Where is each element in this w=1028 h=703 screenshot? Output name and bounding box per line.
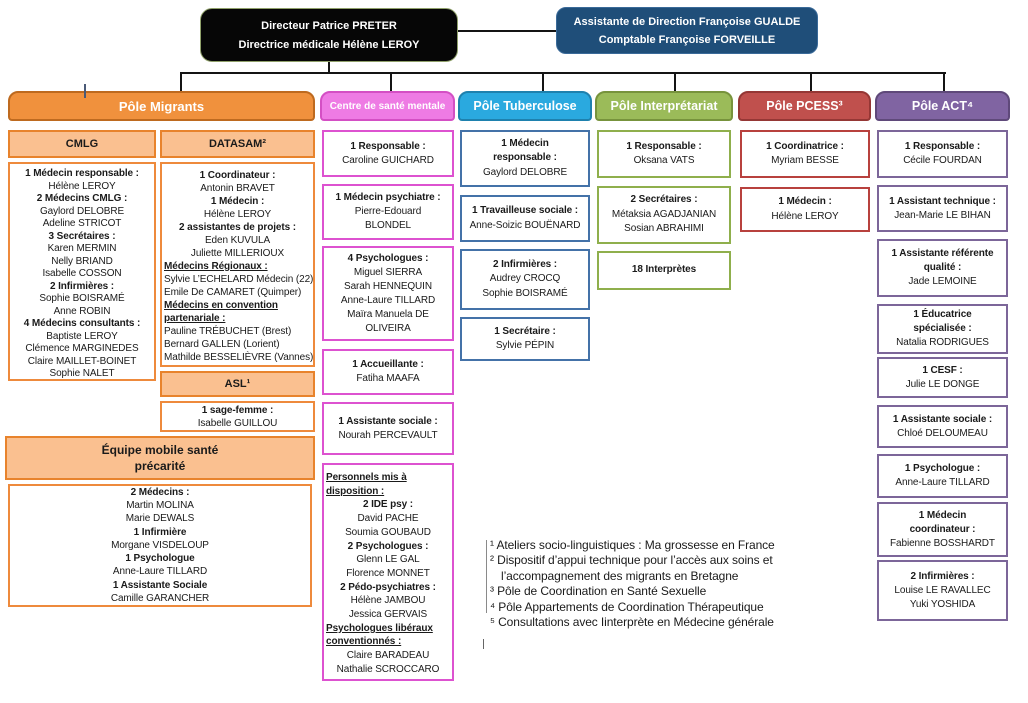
csm-box-accueillante [322, 349, 454, 395]
text-line: Hélène LEROY [48, 180, 116, 192]
text-line: 1 Assistante sociale : [338, 415, 438, 427]
text-line: Anne-Laure TILLARD [340, 294, 436, 306]
tub-box-secretaire [460, 317, 590, 361]
text-line: 1 Coordinatrice : [766, 140, 844, 152]
text-line: 2 Médecins CMLG : [36, 193, 128, 204]
text-line: Sarah HENNEQUIN [344, 280, 432, 292]
text-line: Isabelle COSSON [42, 268, 122, 279]
pcess-box-medecin [740, 187, 870, 232]
text-line: Martin MOLINA [126, 500, 194, 512]
text-line: Jade LEMOINE [908, 276, 977, 287]
direction-line-2: Directrice médicale Hélène LEROY [238, 38, 420, 51]
text-line: OLIVEIRA [365, 322, 411, 334]
text-line: 1 Responsable : [350, 140, 426, 152]
text-line: Glenn LE GAL [356, 554, 420, 566]
text-line: 2 Psychologues : [347, 540, 429, 552]
text-line: 3 Secrétaires : [48, 230, 116, 242]
text-line: Pauline TRÉBUCHET (Brest) [164, 326, 292, 337]
text-line: Myriam BESSE [771, 155, 839, 166]
text-line: qualité : [923, 262, 962, 273]
act-box-psychologue [877, 454, 1008, 498]
text-line: 1 Responsable : [626, 140, 702, 152]
text-line: Sophie NALET [49, 368, 115, 379]
pcess-box-coordinatrice [740, 130, 870, 178]
act-box-assistant-technique [877, 185, 1008, 232]
tub-box-infirmieres [460, 249, 590, 310]
text-line: 1 Infirmière [133, 526, 187, 538]
text-line: Hélène LEROY [203, 209, 272, 220]
text-line: Natalia RODRIGUES [896, 337, 989, 348]
pole-header-pcess: Pôle PCESS³ [738, 91, 871, 121]
text-line: Anne ROBIN [53, 305, 111, 317]
equipe-mobile-title-line-2: précarité [134, 459, 186, 473]
text-line: Audrey CROCQ [489, 273, 561, 285]
text-line: Fabienne BOSSHARDT [890, 537, 995, 549]
text-line: Métaksia AGADJANIAN [611, 208, 717, 220]
text-line: responsable : [493, 152, 557, 164]
text-line: Juliette MILLERIOUX [190, 248, 285, 259]
text-line: 1 Médecin : [210, 196, 265, 207]
text-line: Personnels mis à [326, 472, 407, 483]
text-line: 2 Pédo-psychiatres : [340, 581, 436, 593]
text-line: 1 Accueillante : [352, 359, 424, 370]
csm-box-psychologues [322, 246, 454, 341]
text-line: Gaylord DELOBRE [482, 166, 568, 178]
csm-box-psychiatre [322, 184, 454, 240]
act-box-responsable [877, 130, 1008, 178]
text-line: Cécile FOURDAN [903, 155, 982, 166]
text-line: Jessica GERVAIS [348, 609, 428, 621]
connector-main-horizontal [180, 72, 946, 74]
pole-header-act: Pôle ACT⁴ [875, 91, 1010, 121]
act-box-medecin-coordinateur [877, 502, 1008, 557]
text-line: Hélène LEROY [771, 210, 839, 222]
connector-drop-migrants [180, 74, 182, 91]
text-line: Nathalie SCROCCARO [336, 663, 440, 675]
text-line: ² Dispositif d’appui technique pour l’accès aux soins et l’accompagnement des migrants en Bretagne [490, 553, 773, 583]
text-line: Eden KUVULA [204, 235, 271, 246]
text-line: 2 Secrétaires : [630, 194, 698, 206]
text-line: David PACHE [357, 513, 419, 525]
text-line: 1 sage-femme : [201, 404, 274, 416]
text-line: Claire MAILLET-BOINET [27, 355, 137, 367]
text-line: 1 Secrétaire : [494, 325, 556, 337]
text-line: 1 Travailleuse sociale : [472, 205, 578, 216]
text-line: Adeline STRICOT [42, 218, 122, 229]
text-line: Florence MONNET [346, 567, 430, 579]
act-box-assistante-sociale [877, 405, 1008, 448]
text-line: 1 CESF : [922, 364, 963, 376]
text-line: Anne-Soizic BOUËNARD [469, 219, 581, 231]
text-line: 1 Assistante référente [891, 248, 994, 259]
text-line: Sylvie L’ECHELARD Médecin (22) [164, 274, 314, 285]
connector-drop-tuberculose [542, 74, 544, 91]
text-line: Psychologues libéraux [326, 622, 433, 634]
text-line: 2 assistantes de projets : [179, 222, 296, 233]
assistance-line-1: Assistante de Direction Françoise GUALDE [573, 15, 801, 28]
pole-header-tuberculose: Pôle Tuberculose [458, 91, 592, 121]
text-line: Sophie BOISRAMÉ [482, 287, 568, 299]
connector-drop-sante-mentale [390, 74, 392, 91]
text-line: 4 Médecins consultants : [23, 318, 141, 329]
text-line: 1 Éducatrice [913, 309, 972, 320]
text-line: Camille GARANCHER [110, 592, 210, 604]
text-line: 2 Infirmières : [492, 258, 558, 270]
csm-box-responsable [322, 130, 454, 177]
text-line: Sophie BOISRAMÉ [39, 293, 125, 304]
footnote-left-rule [486, 540, 487, 613]
text-line: Anne-Laure TILLARD [895, 477, 990, 488]
pole-header-migrants: Pôle Migrants [8, 91, 315, 121]
act-box-infirmieres [877, 560, 1008, 621]
text-line: 1 Psychologue [125, 553, 195, 565]
text-line: 1 Assistante Sociale [112, 579, 208, 591]
text-line: Bernard GALLEN (Lorient) [164, 339, 280, 350]
asl-header: ASL¹ [160, 371, 315, 397]
text-line: Karen MERMIN [47, 243, 117, 254]
text-line: 2 IDE psy : [362, 499, 414, 511]
text-line: Nourah PERCEVAULT [338, 429, 438, 441]
tub-box-travailleuse-sociale [460, 195, 590, 242]
text-line: Oksana VATS [633, 155, 695, 166]
text-cursor-artifact [483, 639, 484, 649]
connector-direction-assistance [458, 30, 556, 32]
text-line: Mathilde BESSELIÈVRE (Vannes) [164, 352, 314, 363]
text-line: 4 Psychologues : [347, 252, 429, 264]
text-line: 1 Coordinateur : [199, 170, 276, 181]
asl-staff-box [160, 401, 315, 432]
text-line: coordinateur : [909, 523, 976, 535]
text-line: Julie LE DONGE [905, 378, 980, 390]
text-line: Hélène JAMBOU [350, 595, 426, 607]
text-line: spécialisée : [913, 323, 972, 334]
connector-drop-act [943, 74, 945, 91]
int-box-interpretes [597, 251, 731, 290]
text-line: 2 Infirmières : [49, 280, 115, 292]
text-line: ³ Pôle de Coordination en Santé Sexuelle [490, 584, 707, 599]
text-line: Antonin BRAVET [200, 183, 275, 194]
text-line: Pierre-Edouard [354, 206, 422, 217]
datasam-header: DATASAM² [160, 130, 315, 158]
text-line: Sosian ABRAHIMI [624, 223, 704, 235]
csm-box-personnels-mis-a-disposition [322, 463, 454, 681]
equipe-mobile-staff-box [8, 484, 312, 607]
text-line: Médecins Régionaux : [164, 261, 268, 272]
direction-line-1: Directeur Patrice PRETER [261, 19, 397, 32]
text-line: 1 Médecin [501, 137, 549, 149]
text-line: Caroline GUICHARD [342, 154, 434, 166]
tub-box-medecin-responsable [460, 130, 590, 187]
text-line: Anne-Laure TILLARD [112, 566, 208, 578]
csm-box-assistante-sociale [322, 402, 454, 455]
text-line: Miguel SIERRA [353, 266, 423, 278]
text-line: Marie DEWALS [125, 513, 195, 525]
text-line: Gaylord DELOBRE [39, 205, 125, 217]
text-line: Claire BARADEAU [346, 650, 430, 662]
text-line: 1 Médecin responsable : [25, 168, 139, 179]
footnotes [490, 538, 820, 630]
text-line: Baptiste LEROY [46, 330, 118, 342]
text-line: 1 Médecin psychiatre : [335, 192, 441, 203]
text-line: BLONDEL [365, 220, 411, 231]
text-line: 18 Interprètes [631, 264, 697, 276]
text-line: 2 Infirmières : [910, 570, 975, 582]
connector-drop-pcess [810, 74, 812, 91]
assistance-line-2: Comptable Françoise FORVEILLE [598, 33, 776, 46]
text-line: Soumia GOUBAUD [345, 526, 431, 538]
text-line: Louise LE RAVALLEC [894, 584, 991, 596]
cmlg-header: CMLG [8, 130, 156, 158]
act-box-referente-qualite [877, 239, 1008, 297]
text-line: Maïra Manuela DE [347, 308, 429, 320]
act-box-educatrice-specialisee [877, 304, 1008, 354]
equipe-mobile-header [5, 436, 315, 480]
datasam-staff-box [160, 162, 315, 367]
act-box-cesf [877, 357, 1008, 398]
text-line: Isabelle GUILLOU [197, 417, 278, 429]
text-line: Clémence MARGINEDES [25, 343, 139, 354]
text-line: Morgane VISDELOUP [111, 539, 209, 551]
int-box-secretaires [597, 186, 731, 244]
text-line: Médecins en convention [164, 300, 278, 311]
direction-box [200, 8, 458, 62]
assistance-box [556, 7, 818, 54]
text-line: partenariale : [164, 313, 226, 324]
text-line: ⁴ Pôle Appartements de Coordination Thérapeutique [490, 599, 764, 614]
text-line: 1 Médecin [918, 509, 967, 521]
text-line: 1 Assistant technique : [889, 195, 996, 207]
text-line: 1 Psychologue : [904, 463, 981, 474]
connector-drop-interpretariat [674, 74, 676, 91]
text-line: ¹ Ateliers socio-linguistiques : Ma grossesse en France [490, 538, 775, 552]
text-line: 2 Médecins : [130, 487, 190, 499]
text-line: Yuki YOSHIDA [909, 598, 976, 610]
pole-header-sante-mentale: Centre de santé mentale [320, 91, 455, 121]
text-line: 1 Assistante sociale : [892, 413, 993, 425]
cmlg-staff-box [8, 162, 156, 381]
text-line: disposition : [326, 485, 385, 497]
int-box-responsable [597, 130, 731, 178]
text-line: Emile De CAMARET (Quimper) [164, 287, 302, 298]
text-line: Fatiha MAAFA [356, 373, 420, 384]
text-line: 1 Responsable : [904, 141, 981, 152]
text-line: ⁵ Consultations avec Iinterprète en Médecine générale [490, 615, 774, 630]
text-line: Sylvie PÉPIN [495, 340, 555, 351]
text-line: 1 Médecin : [778, 196, 832, 207]
pole-header-interpretariat: Pôle Interprétariat [595, 91, 733, 121]
text-line: Nelly BRIAND [51, 255, 113, 267]
text-line: Jean-Marie LE BIHAN [894, 209, 991, 221]
text-cursor-artifact [84, 84, 86, 98]
text-line: Chloé DELOUMEAU [897, 427, 988, 439]
equipe-mobile-title-line-1: Équipe mobile santé [101, 443, 219, 457]
text-line: conventionnés : [326, 636, 402, 648]
